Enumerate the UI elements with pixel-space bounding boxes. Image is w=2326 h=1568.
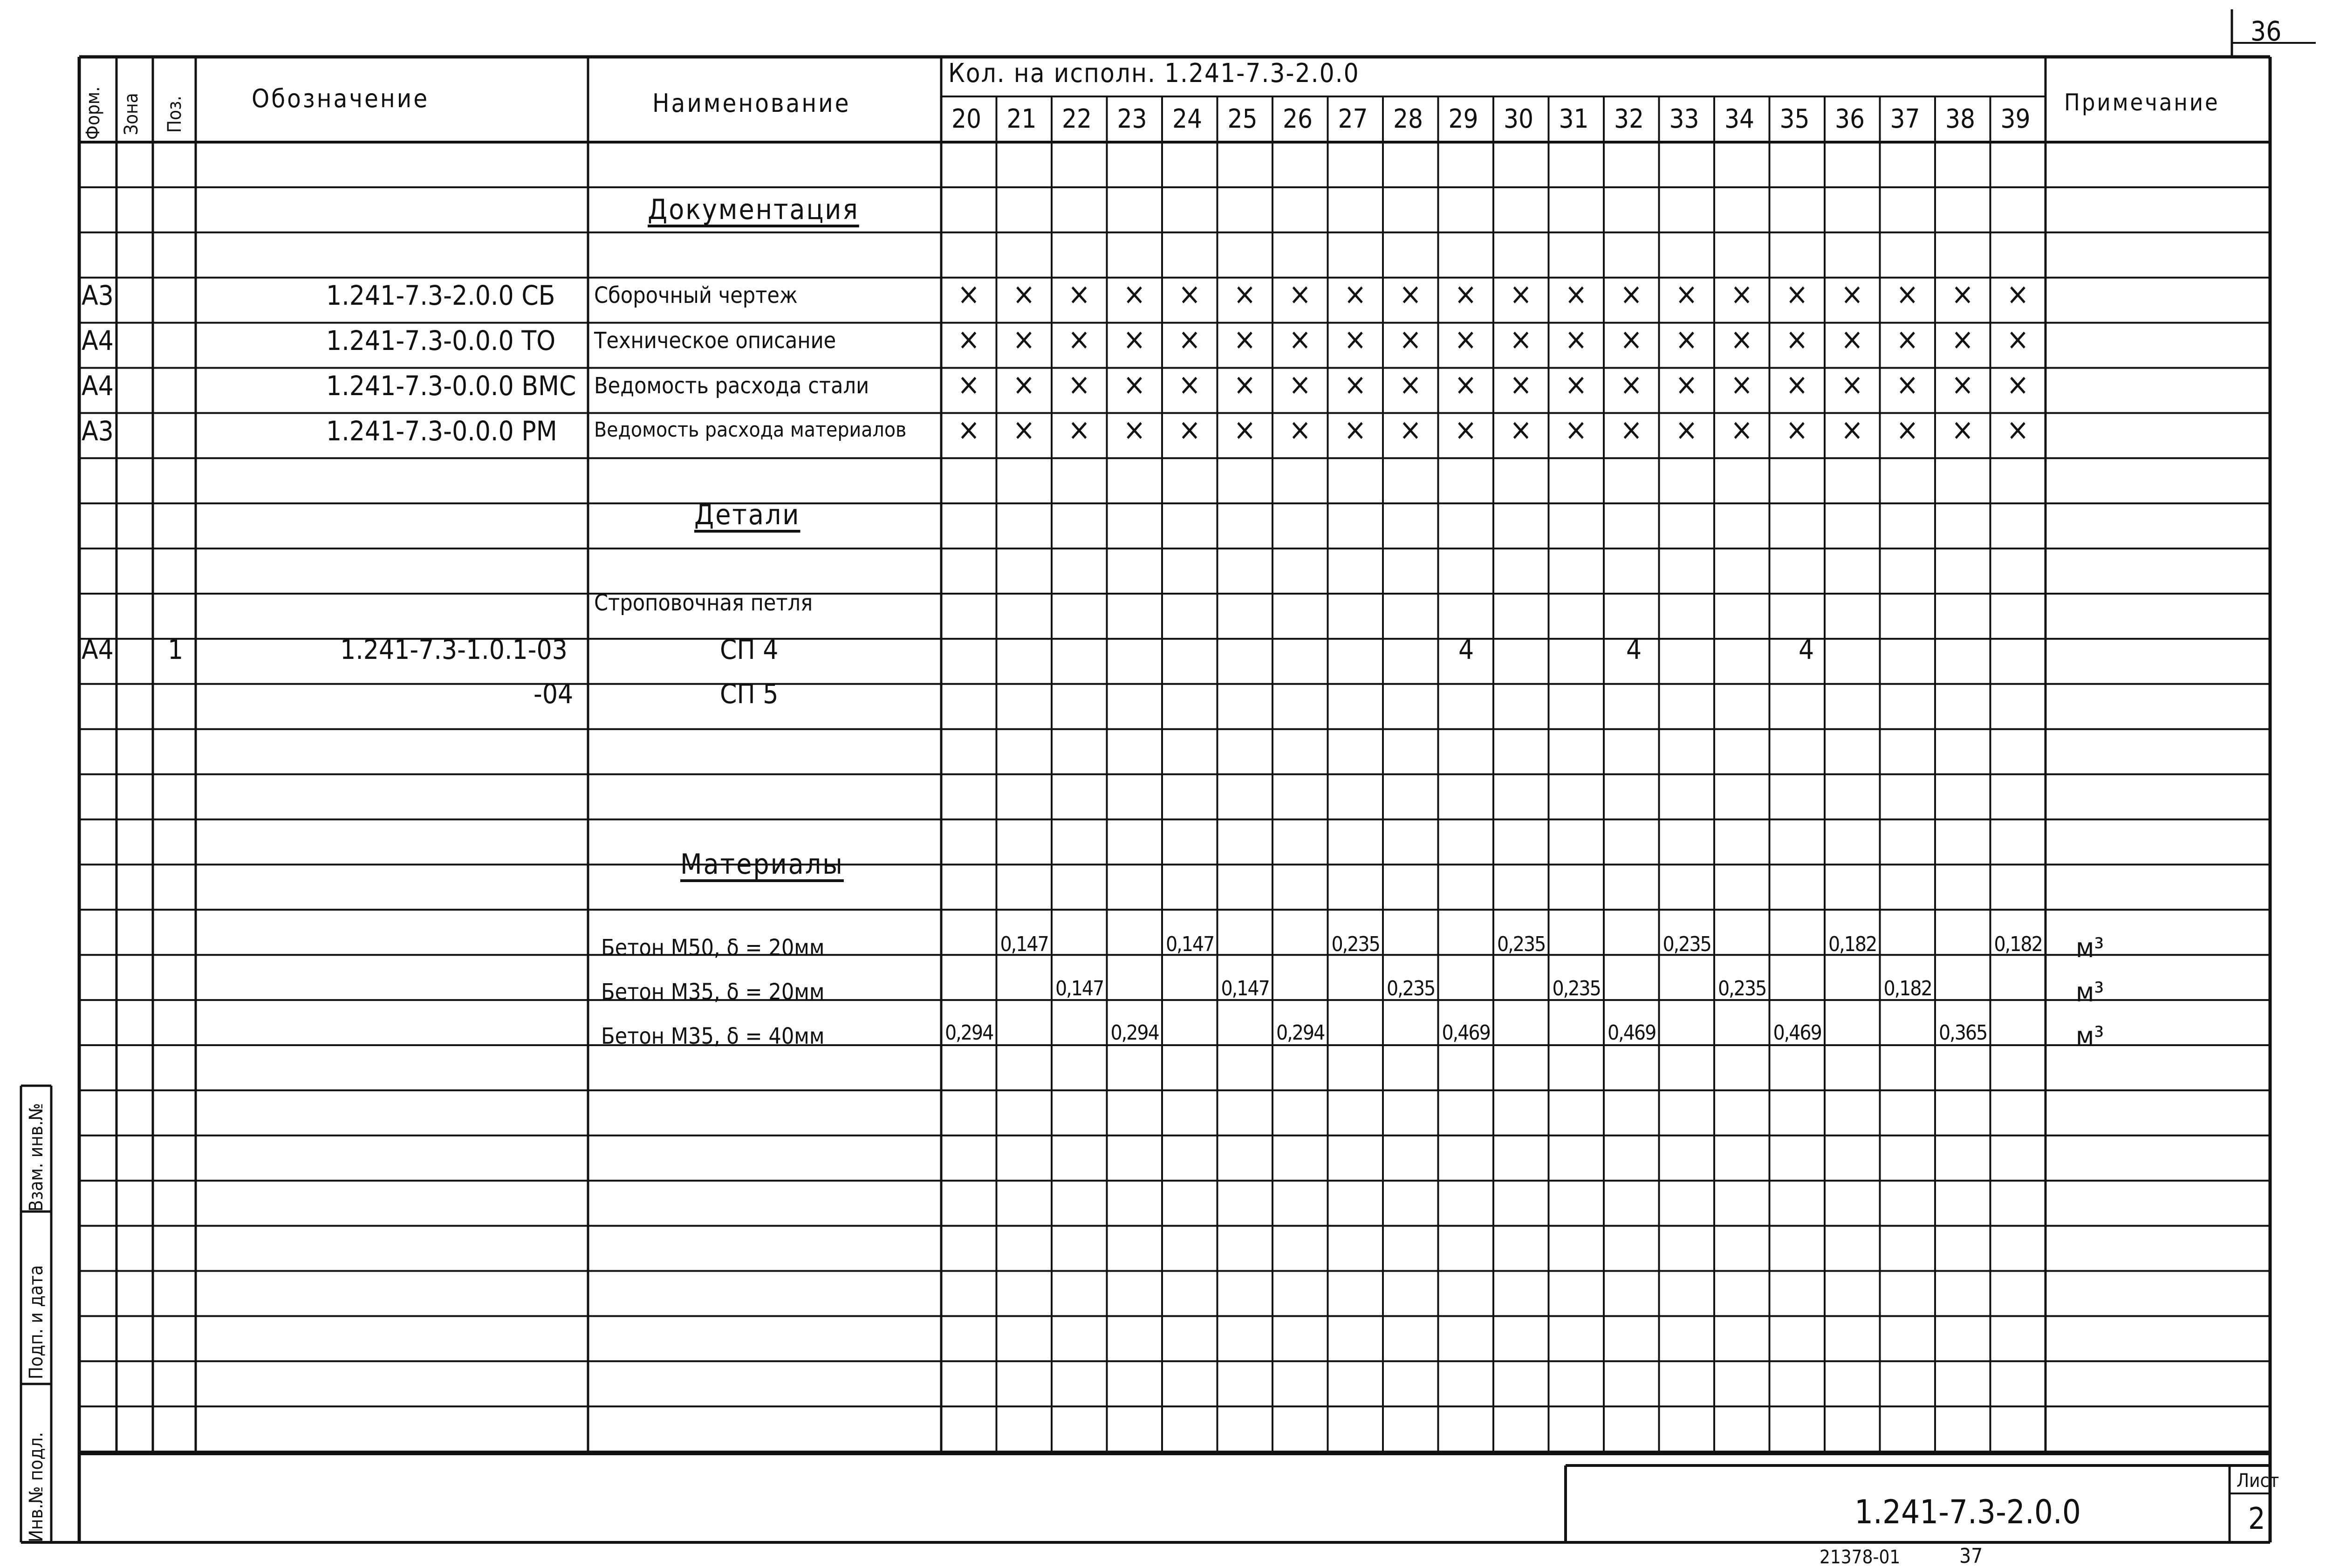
doc-format: А4	[82, 370, 114, 402]
section-details: Детали	[694, 499, 800, 531]
variant-number: 33	[1669, 104, 1699, 134]
material-value: 0,235	[1718, 977, 1766, 1000]
material-value: 0,235	[1552, 977, 1601, 1000]
page-number: 36	[2251, 15, 2282, 47]
document-mark: ×	[2006, 368, 2029, 402]
document-mark: ×	[1233, 322, 1256, 357]
document-mark: ×	[1178, 368, 1201, 402]
document-mark: ×	[1951, 322, 1974, 357]
document-mark: ×	[1840, 322, 1864, 357]
detail-qty: 4	[1799, 634, 1814, 665]
document-mark: ×	[1067, 413, 1091, 447]
col-qty-header: Кол. на исполн. 1.241-7.3-2.0.0	[948, 58, 1360, 89]
variant-number: 23	[1117, 104, 1147, 134]
material-name: Бетон М35, δ = 40мм	[601, 1023, 825, 1049]
document-mark: ×	[1786, 322, 1808, 357]
detail-pos: 1	[168, 634, 184, 665]
document-mark: ×	[1620, 368, 1643, 402]
document-mark: ×	[957, 368, 980, 402]
document-mark: ×	[1896, 322, 1919, 357]
material-value: 0,235	[1662, 932, 1711, 956]
variant-number: 26	[1283, 104, 1313, 134]
document-mark: ×	[1178, 277, 1201, 312]
detail-qty: 4	[1626, 634, 1642, 665]
document-mark: ×	[1454, 322, 1477, 357]
document-mark: ×	[1454, 413, 1477, 447]
document-mark: ×	[1786, 277, 1808, 312]
document-mark: ×	[1840, 277, 1864, 312]
document-mark: ×	[957, 322, 980, 357]
variant-number: 28	[1393, 104, 1423, 134]
material-unit: м³	[2076, 932, 2104, 964]
material-value: 0,182	[1994, 932, 2042, 956]
col-note-header: Примечание	[2064, 89, 2220, 116]
variant-number: 29	[1448, 104, 1478, 134]
doc-format: А3	[82, 280, 114, 311]
doc-name: Ведомость расхода стали	[594, 373, 869, 399]
sheet-number: 2	[2248, 1502, 2265, 1536]
material-value: 0,235	[1497, 932, 1546, 956]
document-mark: ×	[1675, 277, 1698, 312]
detail-format: А4	[82, 634, 114, 665]
document-mark: ×	[1565, 368, 1587, 402]
material-value: 0,182	[1883, 977, 1932, 1000]
material-value: 0,294	[1276, 1021, 1325, 1045]
col-pos-header: Поз.	[164, 96, 185, 133]
detail-name: СП 4	[720, 634, 779, 665]
material-value: 0,147	[1166, 932, 1214, 956]
document-mark: ×	[1344, 322, 1367, 357]
material-value: 0,235	[1331, 932, 1380, 956]
material-value: 0,294	[1110, 1021, 1159, 1045]
material-value: 0,469	[1442, 1021, 1490, 1045]
document-mark: ×	[1123, 368, 1146, 402]
document-mark: ×	[1509, 413, 1532, 447]
col-zone-header: Зона	[121, 93, 142, 135]
document-mark: ×	[1730, 413, 1753, 447]
document-mark: ×	[1896, 413, 1919, 447]
document-mark: ×	[1730, 277, 1753, 312]
material-value: 0,147	[1055, 977, 1104, 1000]
document-mark: ×	[1399, 322, 1422, 357]
footer-code: 21378-01	[1820, 1547, 1901, 1568]
document-mark: ×	[1067, 322, 1091, 357]
stamp-podp-data: Подп. и дата	[26, 1265, 47, 1379]
variant-number: 24	[1172, 104, 1203, 134]
doc-name: Сборочный чертеж	[594, 282, 798, 308]
variant-number: 21	[1006, 104, 1037, 134]
material-name: Бетон М50, δ = 20мм	[601, 935, 825, 961]
material-value: 0,365	[1939, 1021, 1987, 1045]
document-mark: ×	[1067, 368, 1091, 402]
document-mark: ×	[1288, 277, 1312, 312]
document-mark: ×	[1399, 413, 1422, 447]
section-documentation: Документация	[648, 193, 859, 226]
document-mark: ×	[957, 413, 980, 447]
variant-number: 37	[1890, 104, 1920, 134]
document-mark: ×	[1178, 322, 1201, 357]
variant-number: 39	[2000, 104, 2031, 134]
document-mark: ×	[1730, 322, 1753, 357]
doc-designation: 1.241-7.3-2.0.0 СБ	[326, 280, 555, 311]
document-mark: ×	[1344, 277, 1367, 312]
material-value: 0,294	[945, 1021, 993, 1045]
material-value: 0,147	[1221, 977, 1269, 1000]
detail-designation: 1.241-7.3-1.0.1-03	[340, 634, 568, 665]
col-designation-header: Обозначение	[252, 84, 430, 113]
stamp-inv-podl: Инв.№ подл.	[26, 1432, 47, 1542]
document-mark: ×	[1675, 368, 1698, 402]
document-mark: ×	[1786, 413, 1808, 447]
document-mark: ×	[1786, 368, 1808, 402]
material-unit: м³	[2076, 976, 2104, 1008]
document-mark: ×	[1123, 277, 1146, 312]
material-value: 0,147	[1000, 932, 1048, 956]
document-mark: ×	[1951, 368, 1974, 402]
variant-number: 35	[1779, 104, 1810, 134]
detail-name: СП 5	[720, 678, 779, 710]
document-mark: ×	[1399, 368, 1422, 402]
document-mark: ×	[1454, 277, 1477, 312]
document-mark: ×	[1509, 322, 1532, 357]
detail-designation: -04	[534, 678, 574, 710]
variant-number: 22	[1062, 104, 1092, 134]
material-value: 0,235	[1387, 977, 1435, 1000]
variant-number: 27	[1338, 104, 1368, 134]
document-mark: ×	[1178, 413, 1201, 447]
document-mark: ×	[1509, 277, 1532, 312]
doc-format: А3	[82, 415, 114, 447]
document-mark: ×	[1233, 413, 1256, 447]
document-mark: ×	[1123, 322, 1146, 357]
document-mark: ×	[1288, 413, 1312, 447]
document-mark: ×	[1730, 368, 1753, 402]
variant-number: 31	[1559, 104, 1589, 134]
variant-number: 25	[1227, 104, 1258, 134]
doc-name: Ведомость расхода материалов	[594, 418, 907, 442]
material-value: 0,469	[1773, 1021, 1821, 1045]
title-block-code: 1.241-7.3-2.0.0	[1854, 1493, 2081, 1531]
variant-number: 30	[1504, 104, 1534, 134]
document-mark: ×	[1620, 322, 1643, 357]
stamp-vzam-inv: Взам. инв.№	[26, 1103, 47, 1212]
variant-number: 36	[1835, 104, 1865, 134]
sheet-label: Лист	[2237, 1470, 2279, 1492]
material-value: 0,182	[1828, 932, 1877, 956]
document-mark: ×	[1951, 277, 1974, 312]
material-unit: м³	[2076, 1020, 2104, 1052]
footer-number: 37	[1959, 1544, 1983, 1568]
variant-number: 34	[1724, 104, 1755, 134]
document-mark: ×	[957, 277, 980, 312]
document-mark: ×	[1012, 277, 1035, 312]
col-format-header: Форм.	[82, 86, 104, 140]
document-mark: ×	[1565, 413, 1587, 447]
document-mark: ×	[2006, 413, 2029, 447]
section-materials: Материалы	[680, 848, 844, 881]
doc-name: Техническое описание	[594, 328, 836, 354]
document-mark: ×	[1012, 322, 1035, 357]
document-mark: ×	[1509, 368, 1532, 402]
doc-designation: 1.241-7.3-0.0.0 ТО	[326, 325, 556, 356]
document-mark: ×	[2006, 277, 2029, 312]
document-mark: ×	[1620, 413, 1643, 447]
document-mark: ×	[1288, 368, 1312, 402]
document-mark: ×	[1012, 413, 1035, 447]
document-mark: ×	[1399, 277, 1422, 312]
document-mark: ×	[1840, 413, 1864, 447]
document-mark: ×	[1012, 368, 1035, 402]
doc-designation: 1.241-7.3-0.0.0 РМ	[326, 415, 557, 447]
document-mark: ×	[1951, 413, 1974, 447]
document-mark: ×	[1123, 413, 1146, 447]
document-mark: ×	[1620, 277, 1643, 312]
variant-number: 32	[1614, 104, 1644, 134]
document-mark: ×	[1565, 277, 1587, 312]
document-mark: ×	[1233, 277, 1256, 312]
document-mark: ×	[1896, 277, 1919, 312]
doc-format: А4	[82, 325, 114, 356]
document-mark: ×	[1067, 277, 1091, 312]
document-mark: ×	[1288, 322, 1312, 357]
document-mark: ×	[1233, 368, 1256, 402]
document-mark: ×	[1344, 413, 1367, 447]
col-name-header: Наименование	[652, 89, 851, 118]
detail-group-name: Строповочная петля	[594, 590, 813, 616]
document-mark: ×	[2006, 322, 2029, 357]
document-mark: ×	[1675, 413, 1698, 447]
document-mark: ×	[1565, 322, 1587, 357]
material-value: 0,469	[1608, 1021, 1656, 1045]
doc-designation: 1.241-7.3-0.0.0 ВМС	[326, 370, 576, 402]
document-mark: ×	[1896, 368, 1919, 402]
document-mark: ×	[1344, 368, 1367, 402]
material-name: Бетон М35, δ = 20мм	[601, 979, 825, 1005]
detail-qty: 4	[1458, 634, 1474, 665]
variant-number: 38	[1945, 104, 1976, 134]
document-mark: ×	[1840, 368, 1864, 402]
document-mark: ×	[1454, 368, 1477, 402]
variant-number: 20	[951, 104, 982, 134]
document-mark: ×	[1675, 322, 1698, 357]
